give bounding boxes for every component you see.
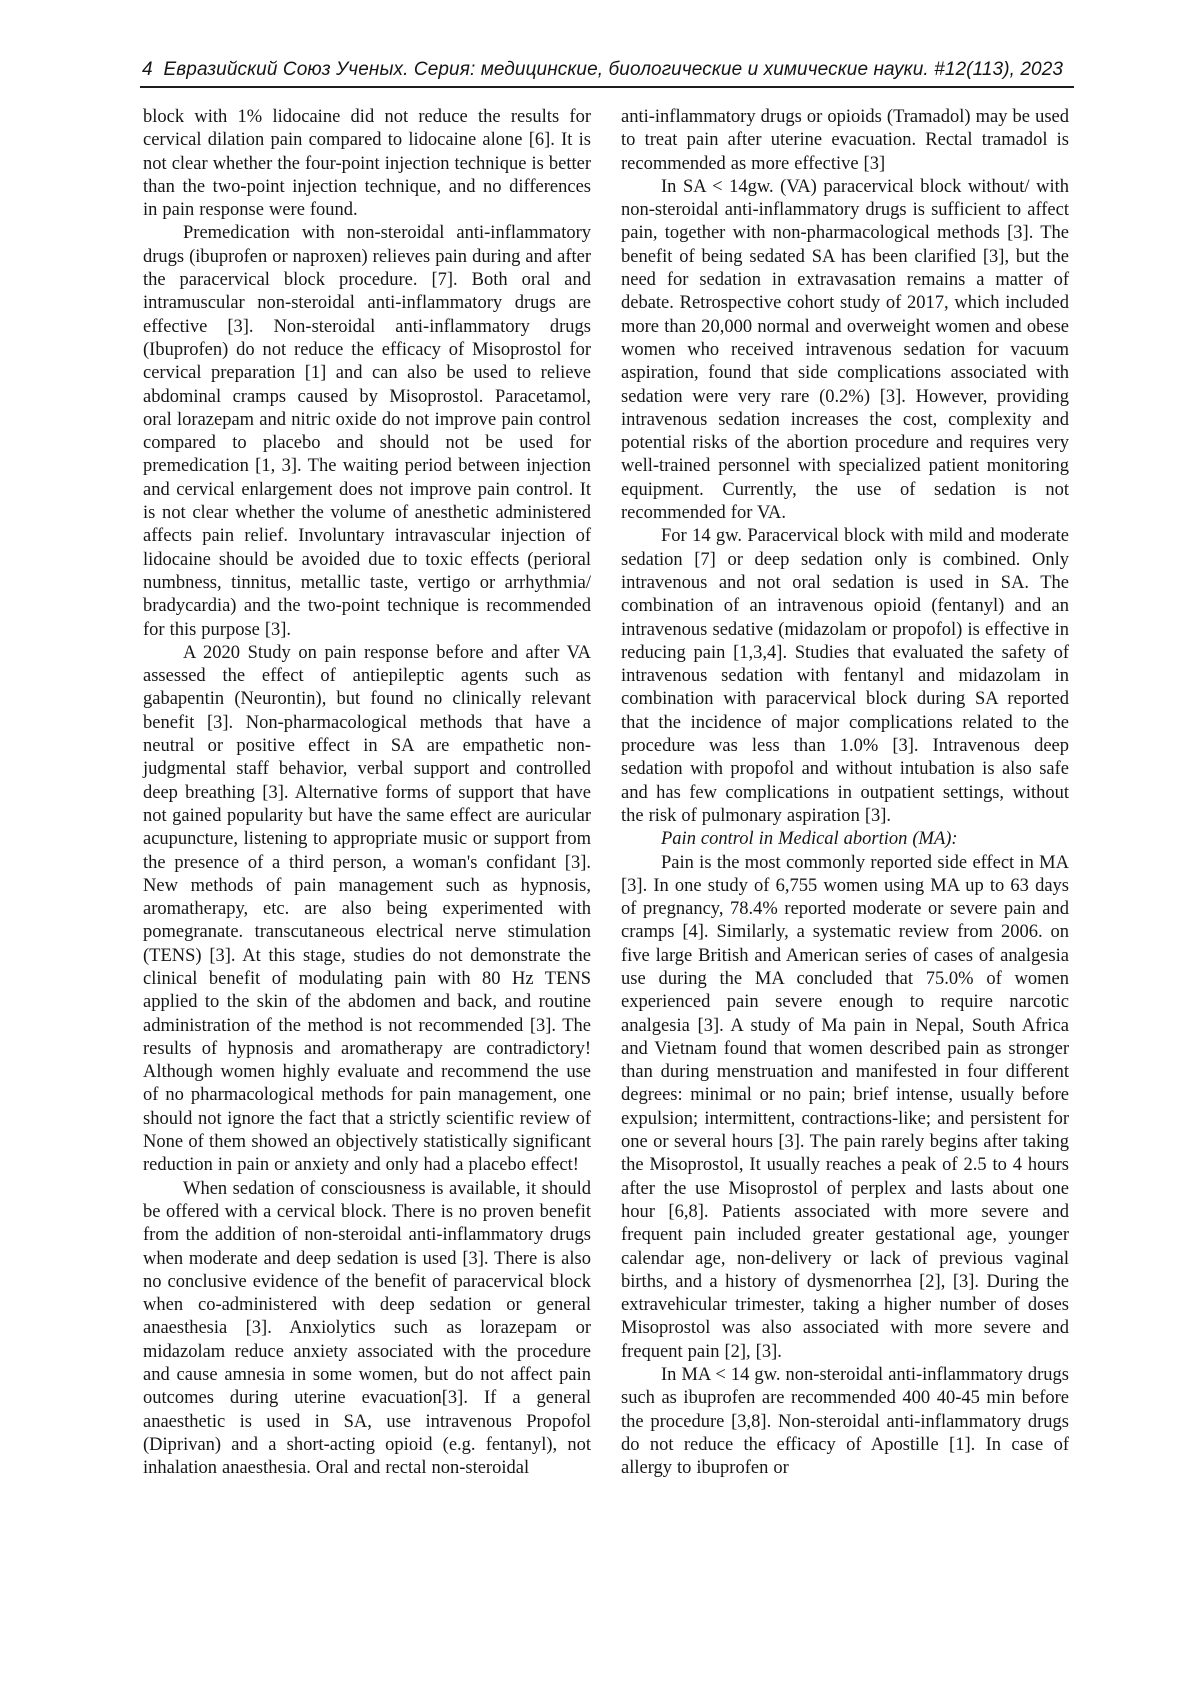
running-head [140, 59, 1074, 88]
page-number: 4 [142, 59, 153, 80]
paragraph-continuation: block with 1% lidocaine did not reduce the results for cervical dilation pain compared to lidocaine alone [6]. It is not clear whether the four-point injection technique is better than the two-point injection technique, and no differences in pain response were found. [143, 107, 591, 221]
paragraph: A 2020 Study on pain response before and after VA assessed the effect of antiepileptic agents such as gabapentin (Neurontin), but found no clinically relevant benefit [3]. Non-pharmacological methods that have a neutral or positive effect in SA are empathetic non-judgmental staff behavior, verbal support and controlled deep breathing [3]. Alternative forms of support that have not gained popularity but have the same effect are auricular acupuncture, listening to appropriate music or support from the presence of a third person, a woman's confidant [3]. New methods of pain management such as hypnosis, aromatherapy, etc. are also being experimented with pomegranate. transcutaneous electrical nerve stimulation (TENS) [3]. At this stage, studies do not demonstrate the clinical benefit of modulating pain with 80 Hz TENS applied to the skin of the abdomen and back, and routine administration of the method is not recommended [3]. The results of hypnosis and aromatherapy are contradictory! Although women highly evaluate and recommend the use of no pharmacological methods for pain management, one should not ignore the fact that a strictly scientific review of None of them showed an objectively statistically significant reduction in pain or anxiety and only had a placebo effect! [143, 642, 591, 1176]
paragraph: Premedication with non-steroidal anti-inflammatory drugs (ibuprofen or naproxen) relieves pain during and after the paracervical block procedure. [7]. Both oral and intramuscular non-steroidal anti-inflammatory drugs are effective [3]. Non-steroidal anti-inflammatory drugs (Ibuprofen) do not reduce the efficacy of Misoprostol for cervical preparation [1] and can also be used to relieve abdominal cramps caused by Misoprostol. Paracetamol, oral lorazepam and nitric oxide do not improve pain control compared to placebo and should not be used for premedication [1, 3]. The waiting period between injection and cervical enlargement does not improve pain control. It is not clear whether the volume of anesthetic administered affects pain relief. Involuntary intravascular injection of lidocaine should be avoided due to toxic effects (perioral numbness, tinnitus, metallic taste, vertigo or arrhythmia/ bradycardia) and the two-point technique is recommended for this purpose [3]. [143, 223, 591, 640]
article-body [143, 106, 1069, 1481]
section-heading: Pain control in Medical abortion (MA): [661, 829, 958, 850]
paragraph-continuation: anti-inflammatory drugs or opioids (Tramadol) may be used to treat pain after uterine evacuation. Rectal tramadol is recommended as more effective [3] [621, 107, 1069, 174]
paragraph: In SA < 14gw. (VA) paracervical block without/ with non-steroidal anti-inflammatory drugs is sufficient to affect pain, together with non-pharmacological methods [3]. The benefit of being sedated SA has been clarified [3], but the need for sedation in extravasation remains a matter of debate. Retrospective cohort study of 2017, which included more than 20,000 normal and overweight women and obese women who received intravenous sedation for vacuum aspiration, found that side complications associated with sedation were very rare (0.2%) [3]. However, providing intravenous sedation increases the cost, complexity and potential risks of the abortion procedure and requires very well-trained personnel with specialized patient monitoring equipment. Currently, the use of sedation is not recommended for VA. [621, 176, 1069, 524]
paragraph: In MA < 14 gw. non-steroidal anti-inflammatory drugs such as ibuprofen are recommended 400 40-45 min before the procedure [3,8]. Non-steroidal anti-inflammatory drugs do not reduce the efficacy of Apostille [1]. In case of allergy to ibuprofen or [621, 1365, 1069, 1479]
right-column [621, 106, 1069, 1481]
paragraph: For 14 gw. Paracervical block with mild and moderate sedation [7] or deep sedation only is combined. Only intravenous and not oral sedation is used in SA. The combination of an intravenous opioid (fentanyl) and an intravenous sedative (midazolam or propofol) is effective in reducing pain [1,3,4]. Studies that evaluated the safety of intravenous sedation with fentanyl and midazolam in combination with paracervical block during SA reported that the incidence of major complications related to the procedure was less than 1.0% [3]. Intravenous deep sedation with propofol and without intubation is also safe and has few complications in outpatient settings, without the risk of pulmonary aspiration [3]. [621, 526, 1069, 826]
paragraph: When sedation of consciousness is available, it should be offered with a cervical block. There is no proven benefit from the addition of non-steroidal anti-inflammatory drugs when moderate and deep sedation is used [3]. There is also no conclusive evidence of the benefit of paracervical block when co-administered with deep sedation or general anaesthesia [3]. Anxiolytics such as lorazepam or midazolam reduce anxiety associated with the procedure and cause amnesia in some women, but do not affect pain outcomes during uterine evacuation[3]. If a general anaesthetic is used in SA, use intravenous Propofol (Diprivan) and a short-acting opioid (e.g. fentanyl), not inhalation anaesthesia. Oral and rectal non-steroidal [143, 1178, 591, 1479]
journal-header-title: Евразийский Союз Ученых. Серия: медицинские, биологические и химические науки. #12(113), 2023 [163, 59, 1064, 80]
paragraph: Pain is the most commonly reported side effect in MA [3]. In one study of 6,755 women using MA up to 63 days of pregnancy, 78.4% reported moderate or severe pain and cramps [4]. Similarly, a systematic review from 2006. on five large British and American series of cases of analgesia use during the MA concluded that 75.0% of women experienced pain severe enough to require narcotic analgesia [3]. A study of Ma pain in Nepal, South Africa and Vietnam found that women described pain as stronger than during menstruation and manifested in four different degrees: minimal or no pain; brief intense, usually before expulsion; intermittent, contractions-like; and persistent for one or several hours [3]. The pain rarely begins after taking the Misoprostol, It usually reaches a peak of 2.5 to 4 hours after the use Misoprostol of perplex and lasts about one hour [6,8]. Patients associated with more severe and frequent pain included greater gestational age, younger calendar age, non-delivery or lack of previous vaginal births, and a history of dysmenorrhea [2], [3]. During the extravehicular trimester, taking a higher number of doses Misoprostol was also associated with more severe and frequent pain [2], [3]. [621, 852, 1069, 1362]
left-column [143, 106, 591, 1481]
